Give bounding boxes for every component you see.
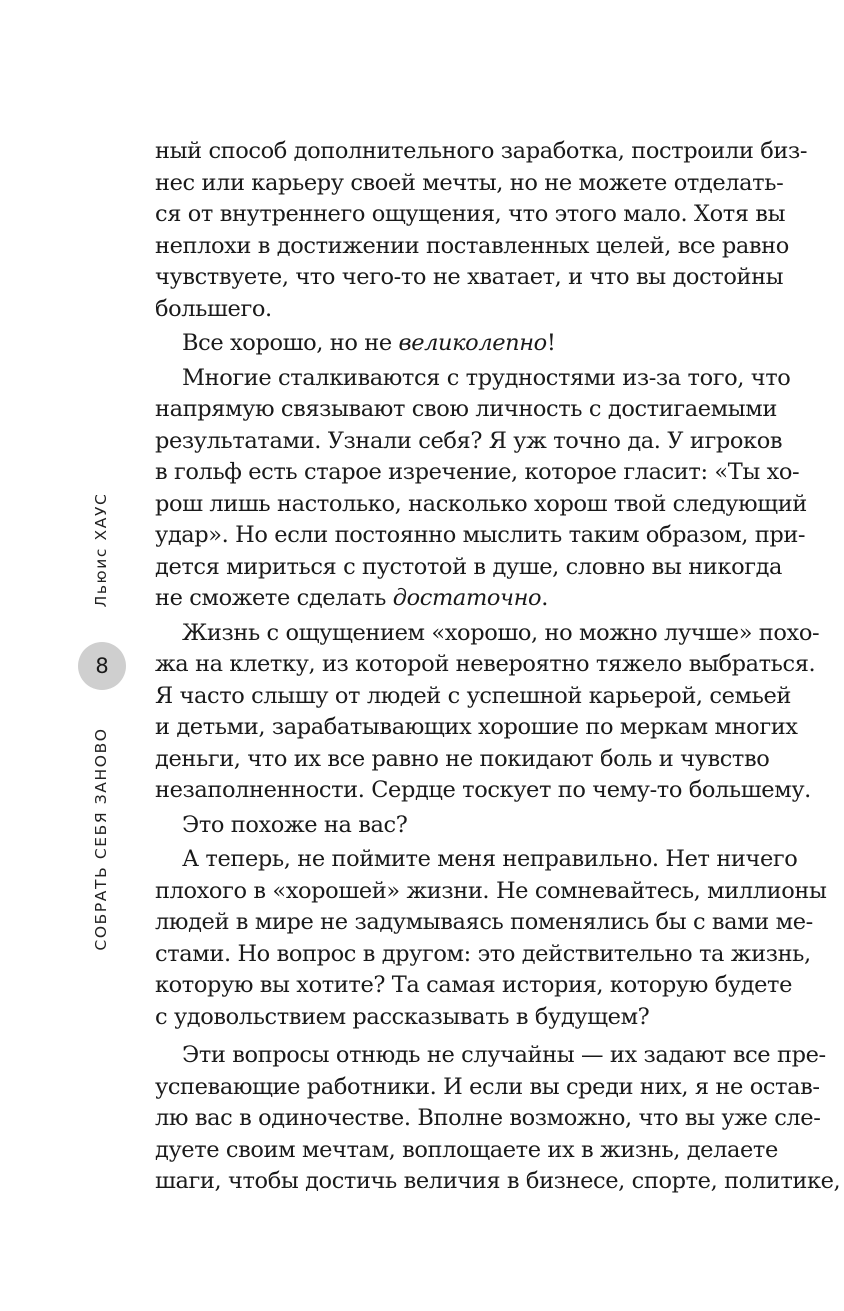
text-line: с удовольствием рассказывать в будущем? [155,1003,650,1030]
author-name: Льюис ХАУС [92,492,110,608]
text-line: плохого в «хорошей» жизни. Не сомневайтесь, миллионы [155,877,827,904]
text-line: успевающие работники. И если вы среди них, я не остав- [155,1073,820,1100]
running-header-author [88,490,114,610]
body-text [155,136,841,1198]
text-line: Эти вопросы отнюдь не случайны — их задают все пре- [182,1042,826,1068]
text-line: Это похоже на вас? [182,811,408,838]
text-line: рош лишь настолько, насколько хорош твой следующий [155,490,807,517]
book-title: СОБРАТЬ СЕБЯ ЗАНОВО [92,727,110,951]
text-line: большего. [155,295,272,322]
text-line: лю вас в одиночестве. Вполне возможно, что вы уже сле- [155,1105,821,1131]
emphasis: великолепно [398,330,547,356]
text-line: А теперь, не поймите меня неправильно. Нет ничего [182,846,798,872]
text-line: шаги, чтобы достичь величия в бизнесе, спорте, политике, [155,1168,841,1194]
text-line: ный способ дополнительного заработка, построили биз- [155,138,808,164]
text-line: людей в мире не задумываясь поменялись бы с вами ме- [155,909,813,935]
text-line: стами. Но вопрос в другом: это действительно та жизнь, [155,940,811,967]
text-line: жа на клетку, из которой невероятно тяжело выбраться. [155,651,816,677]
text-line: неплохи в достижении поставленных целей, все равно [155,232,789,259]
text-line: нес или карьеру своей мечты, но не можете отделать- [155,169,784,196]
text-line: результатами. Узнали себя? Я уж точно да. У игроков [155,427,783,454]
text-line: напрямую связывают свою личность с достигаемыми [155,396,777,422]
paragraph-line: не сможете сделать достаточно. [155,585,548,611]
text-line: в гольф есть старое изречение, которое гласит: «Ты хо- [155,459,800,485]
text-line: чувствуете, что чего-то не хватает, и что вы достойны [155,264,784,290]
text-line: деньги, что их все равно не покидают боль и чувство [155,745,770,772]
text-line: удар». Но если постоянно мыслить таким образом, при- [155,522,806,548]
text-line: которую вы хотите? Та самая история, которую будете [155,972,793,998]
running-header-title [88,715,114,963]
text-line: дуете своим мечтам, воплощаете их в жизнь, делаете [155,1136,778,1163]
text-line: Жизнь с ощущением «хорошо, но можно лучше» похо- [182,619,820,646]
text-line: Я часто слышу от людей с успешной карьерой, семьей [155,682,792,709]
page-number: 8 [95,654,109,678]
text-line: незаполненности. Сердце тоскует по чему-то большему. [155,777,811,803]
paragraph-line: Все хорошо, но не великолепно! [182,330,556,356]
page-number-badge [78,642,126,690]
text-line: и детьми, зарабатывающих хорошие по меркам многих [155,714,798,740]
emphasis: достаточно [392,585,542,611]
text-line: дется мириться с пустотой в душе, словно вы никогда [155,553,783,580]
text-line: ся от внутреннего ощущения, что этого мало. Хотя вы [155,201,786,227]
text-line: Многие сталкиваются с трудностями из-за того, что [182,364,791,391]
